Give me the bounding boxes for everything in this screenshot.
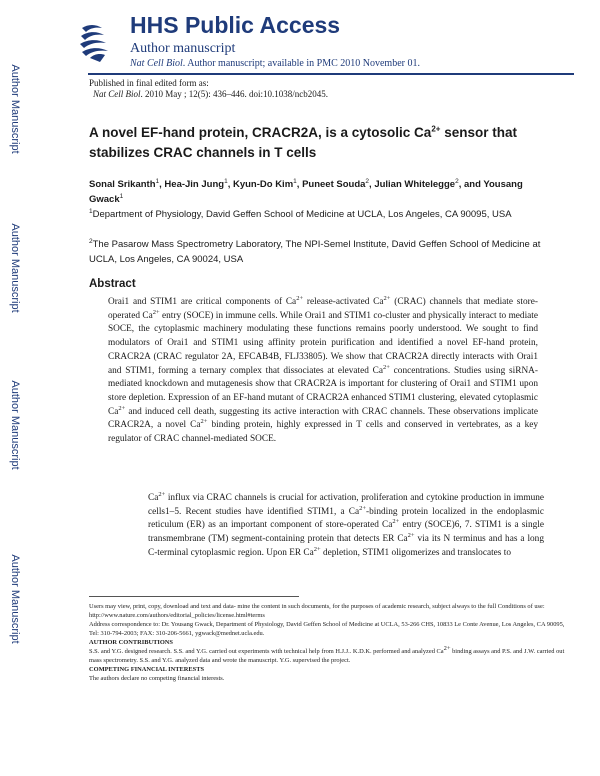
abstract-run: and induced cell death, suggesting its active interaction with CRAC channels. These observations implicate CRACR2A, a novel Ca [108, 406, 538, 431]
author-name: Sonal Srikanth [89, 179, 156, 190]
title-superscript: 2+ [431, 124, 441, 134]
author-list: Sonal Srikanth$^1$, Hea-Jin Jung$^1$, Kyun-Do Kim$^1$, Puneet Souda$^2$, Julian Whitelegge$^2$, and Yousang Gwack$^1$ [89, 177, 523, 205]
affiliation-text: Department of Physiology, David Geffen School of Medicine at UCLA, Los Angeles, CA 90095, USA [92, 209, 512, 220]
competing-interests-heading: COMPETING FINANCIAL INTERESTS [89, 666, 205, 674]
affiliation-number: 1 [89, 207, 93, 215]
body-paragraph [148, 492, 544, 561]
terms-of-use: Users may view, print, copy, download and text and data- mine the content in such documents, for the purposes of academic research, subject always to the full Conditions of use: http://www.nature.com/authors/editorial_policies/license.html#terms [89, 603, 545, 619]
author-name: Puneet Souda [302, 179, 366, 190]
affiliation [89, 237, 559, 267]
hhs-public-access-title: HHS Public Access [130, 12, 341, 38]
title-text-part2: sensor that stabilizes CRAC channels in T cells [89, 125, 517, 160]
author-affiliation-mark: 2 [365, 177, 370, 185]
body-run: -binding protein localized in the endoplasmic reticulum (ER) as an important component of store-operated Ca [148, 506, 544, 531]
superscript: 2+ [359, 504, 367, 512]
header-divider [88, 73, 574, 75]
superscript: 2+ [407, 532, 415, 540]
affiliation-number: 2 [89, 237, 93, 245]
abstract-run: concentrations. Studies using siRNA-mediated knockdown and mutagenesis show that CRACR2A is important for clustering of Orai1 and STIM1 upon store depletion. Expression of an EF-hand mutant of CRACR2A enhanced STIM1 clustering, elevated cytoplasmic Ca [108, 365, 538, 417]
citation-journal: Nat Cell Biol [93, 89, 141, 99]
abstract-heading: Abstract [89, 278, 136, 290]
superscript: 2+ [313, 545, 321, 553]
body-run: Ca [148, 493, 159, 503]
abstract-run: Orai1 and STIM1 are critical components of Ca [108, 297, 297, 307]
author-name: Kyun-Do Kim [232, 179, 294, 190]
journal-availability [130, 58, 420, 69]
author-contributions-heading: AUTHOR CONTRIBUTIONS [89, 639, 173, 647]
superscript: 2+ [392, 518, 400, 526]
correspondence-address: Address correspondence to: Dr. Yousang Gwack, Department of Physiology, David Geffen School of Medicine at UCLA, 53-266 CHS, 10833 Le Conte Avenue, Los Angeles, CA 90095, Tel: 310-794-2003; FAX: 310-206-5661, ygwack@mednet.ucla.edu. [89, 621, 565, 637]
abstract-text [108, 296, 538, 447]
article-title [89, 123, 559, 163]
author-manuscript-subtitle: Author manuscript [130, 41, 236, 56]
affiliation [89, 207, 559, 222]
author-affiliation-mark: 1 [155, 177, 160, 185]
body-run: entry (SOCE)6, 7. STIM1 is a single transmembrane (TM) segment-containing protein that detects ER Ca [148, 520, 544, 545]
availability-text: . Author manuscript; available in PMC 2010 November 01. [182, 58, 420, 69]
superscript: 2+ [382, 363, 390, 371]
side-label-author-manuscript: Author Manuscript [9, 554, 21, 644]
author-name: Yousang Gwack [89, 179, 523, 205]
contrib-run: S.S. and Y.G. designed research. S.S. and Y.G. carried out experiments with technical help from H.J.J.. K.D.K. performed and analyzed Ca [89, 647, 444, 655]
superscript: 2+ [296, 294, 304, 302]
author-name: Julian Whitelegge [374, 179, 456, 190]
side-label-author-manuscript: Author Manuscript [9, 223, 21, 313]
author-affiliation-mark: 1 [293, 177, 297, 185]
side-label-author-manuscript: Author Manuscript [9, 380, 21, 470]
published-label: Published in final edited form as: [89, 78, 209, 88]
author-affiliation-mark: 2 [455, 177, 459, 185]
abstract-run: (CRAC) channels that mediate store-operated Ca [108, 297, 538, 321]
abstract-run: release-activated Ca [303, 297, 384, 307]
superscript: 2+ [200, 418, 208, 426]
side-label-author-manuscript: Author Manuscript [9, 64, 21, 154]
journal-abbrev: Nat Cell Biol [130, 58, 183, 69]
title-text-part1: A novel EF-hand protein, CRACR2A, is a cytosolic Ca [89, 125, 432, 140]
competing-interests-text: The authors declare no competing financial interests. [89, 674, 225, 682]
superscript: 2+ [152, 308, 160, 316]
superscript: 2+ [443, 644, 451, 652]
body-run: via its N terminus and has a long C-terminal cytoplasmic region. Upon ER Ca [148, 534, 544, 558]
footnote-divider [89, 596, 299, 597]
author-affiliation-mark: 1 [224, 177, 228, 185]
hhs-eagle-logo [78, 20, 112, 64]
superscript: 2+ [158, 490, 166, 498]
footnotes [89, 603, 565, 684]
abstract-run: entry (SOCE) in immune cells. While Orai1 and STIM1 co-cluster and physically interact to mediate SOCE, the cytoplasmic machinery modulating these functions remains poorly understood. We sought to find modulators of Orai1 and STIM1 using affinity protein purification and identified a novel EF-hand protein, CRACR2A (CRAC regulator 2A, EFCAB4B, FLJ33805). We show that CRACR2A directly interacts with Orai1 and STIM1, forming a ternary complex that dissociates at elevated Ca [108, 310, 538, 376]
abstract-run: binding protein, highly expressed in T cells and conserved in vertebrates, as a key regulator of CRAC channel-mediated SOCE. [108, 420, 538, 445]
citation-details: . 2010 May ; 12(5): 436–446. doi:10.1038/ncb2045. [140, 89, 329, 99]
author-name: Hea-Jin Jung [164, 179, 225, 190]
citation [93, 89, 328, 99]
affiliation-text: The Pasarow Mass Spectrometry Laboratory, The NPI-Semel Institute, David Geffen School of Medicine at UCLA, Los Angeles, CA 90024, USA [89, 239, 541, 265]
author-affiliation-mark: 1 [119, 192, 124, 200]
superscript: 2+ [118, 404, 126, 412]
contrib-run: binding assays and P.S. and J.W. carried out mass spectrometry. S.S. and Y.G. analyzed data and wrote the manuscript. Y.G. supervised the project. [89, 647, 565, 664]
body-run: depletion, STIM1 oligomerizes and translocates to [320, 547, 511, 558]
body-run: influx via CRAC channels is crucial for activation, proliferation and cytokine production in immune cells1–5. Recent studies have identified STIM1, a Ca [148, 493, 544, 517]
superscript: 2+ [383, 294, 391, 302]
author-contributions-text [89, 644, 565, 665]
